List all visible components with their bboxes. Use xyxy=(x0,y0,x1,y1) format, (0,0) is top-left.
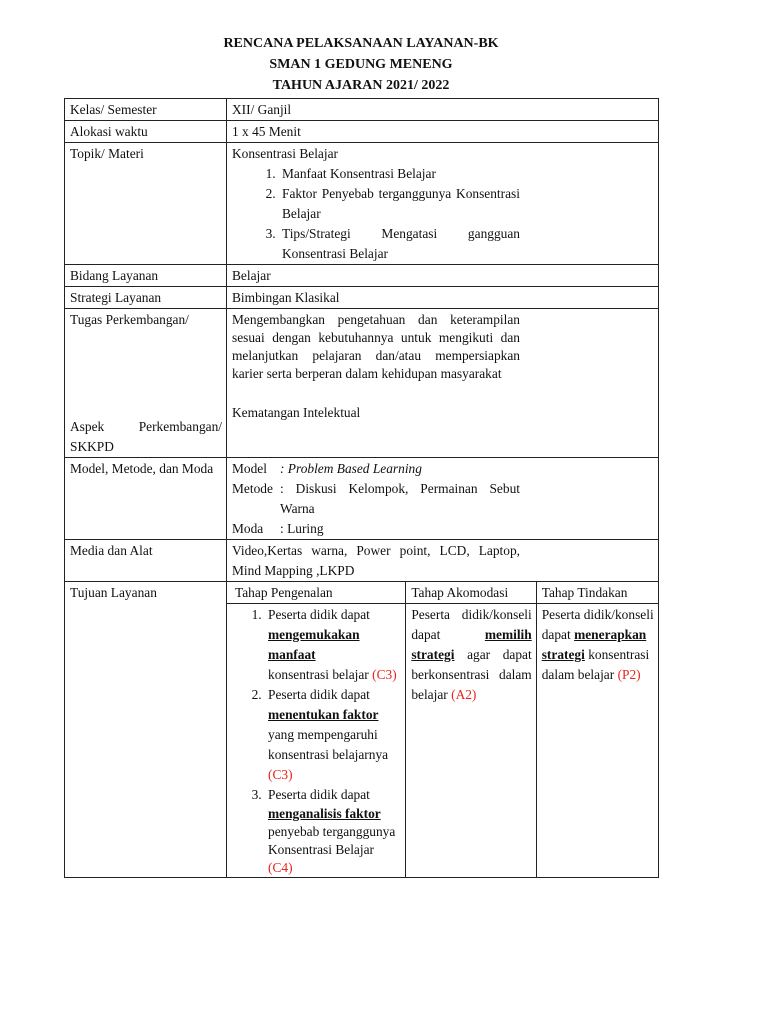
list-item: 2. Peserta didik dapat menentukan faktor yang mempengaruhi konsentrasi belajarnya (C3) xyxy=(265,685,400,785)
list-item: 3. Tips/Strategi Mengatasi gangguan Konsentrasi Belajar xyxy=(279,224,520,264)
row-label: Tugas Perkembangan/ xyxy=(70,312,189,327)
row-value: 1 x 45 Menit xyxy=(227,121,659,143)
row-value: Belajar xyxy=(227,265,659,287)
column-header-tindakan: Tahap Tindakan xyxy=(536,582,658,604)
pengenalan-cell xyxy=(227,604,406,878)
row-value: Bimbingan Klasikal xyxy=(227,287,659,309)
topic-title: Konsentrasi Belajar xyxy=(232,146,338,161)
tindakan-cell xyxy=(536,604,658,878)
moda-key: Moda xyxy=(232,521,264,536)
row-label: Bidang Layanan xyxy=(65,265,227,287)
akomodasi-cell xyxy=(406,604,536,878)
topic-list xyxy=(232,164,520,264)
row-label-cell xyxy=(65,309,227,458)
row-label: Strategi Layanan xyxy=(65,287,227,309)
table-row-alokasi xyxy=(65,121,659,143)
level-code: (C3) xyxy=(268,767,293,782)
pengenalan-list xyxy=(232,605,400,877)
row-value: Video,Kertas warna, Power point, LCD, Laptop, Mind Mapping ,LKPD xyxy=(232,543,520,578)
akomodasi-text: Peserta didik/konseli dapat memilih strategi agar dapat berkonsentrasi dalam belajar (A2) xyxy=(411,607,532,702)
keyword: menerapkan strategi xyxy=(541,627,647,662)
row-value: XII/ Ganjil xyxy=(227,99,659,121)
row-label: Alokasi waktu xyxy=(65,121,227,143)
table-row-topik xyxy=(65,143,659,265)
document-title-line-3: TAHUN AJARAN 2021/ 2022 xyxy=(272,78,450,93)
table-row-kelas xyxy=(65,99,659,121)
level-code: (C3) xyxy=(372,667,397,682)
column-header-pengenalan: Tahap Pengenalan xyxy=(227,582,406,604)
row-label: Topik/ Materi xyxy=(65,143,227,265)
table-row-tugas xyxy=(65,309,659,458)
moda-value: : Luring xyxy=(280,521,324,536)
row-value-cell xyxy=(227,309,659,458)
metode-line xyxy=(232,479,520,519)
table-row-strategi xyxy=(65,287,659,309)
row-value-secondary: Kematangan Intelektual xyxy=(232,405,361,420)
table-row-media xyxy=(65,540,659,582)
document-title-line-2: SMAN 1 GEDUNG MENENG xyxy=(269,57,453,72)
model-value: : Problem Based Learning xyxy=(280,461,422,476)
list-item: 3. Peserta didik dapat menganalisis faktor penyebab terganggunya Konsentrasi Belajar (C4) xyxy=(265,785,400,877)
row-label-secondary: Aspek Perkembangan/ SKKPD xyxy=(70,419,222,454)
table-row-tujuan-header xyxy=(65,582,659,604)
row-value-cell xyxy=(227,143,659,265)
tindakan-text: Peserta didik/konseli dapat menerapkan strategi konsentrasi dalam belajar (P2) xyxy=(541,607,654,682)
model-key: Model xyxy=(232,461,267,476)
metode-value: : Diskusi Kelompok, Permainan Sebut Warna xyxy=(280,481,520,516)
metode-key: Metode xyxy=(232,481,273,496)
table-row-bidang xyxy=(65,265,659,287)
row-label: Tujuan Layanan xyxy=(65,582,227,878)
row-value-cell xyxy=(227,458,659,540)
level-code: (C4) xyxy=(268,860,293,875)
moda-line xyxy=(232,519,520,539)
keyword: menentukan faktor xyxy=(268,707,379,722)
document-title-line-1: RENCANA PELAKSANAAN LAYANAN-BK xyxy=(223,36,499,51)
row-label: Model, Metode, dan Moda xyxy=(65,458,227,540)
level-code: (A2) xyxy=(451,687,477,702)
row-value: Mengembangkan pengetahuan dan keterampilan sesuai dengan kebutuhannya untuk mengikuti dan melanjutkan pelajaran dan/atau mempersiapkan karier serta berperan dalam kehidupan masyarakat xyxy=(232,312,520,381)
list-item: 1. Peserta didik dapat mengemukakan manfaat konsentrasi belajar (C3) xyxy=(265,605,400,685)
keyword: mengemukakan manfaat xyxy=(268,627,360,662)
list-item: 2. Faktor Penyebab terganggunya Konsentrasi Belajar xyxy=(279,184,520,224)
level-code: (P2) xyxy=(617,667,641,682)
rpl-table xyxy=(64,98,659,878)
row-label: Media dan Alat xyxy=(65,540,227,582)
row-label: Kelas/ Semester xyxy=(65,99,227,121)
model-line xyxy=(232,459,520,479)
keyword: memilih strategi xyxy=(411,627,532,662)
row-value-cell xyxy=(227,540,659,582)
column-header-akomodasi: Tahap Akomodasi xyxy=(406,582,536,604)
keyword: menganalisis faktor xyxy=(268,806,381,821)
table-row-model xyxy=(65,458,659,540)
list-item: 1. Manfaat Konsentrasi Belajar xyxy=(279,164,520,184)
